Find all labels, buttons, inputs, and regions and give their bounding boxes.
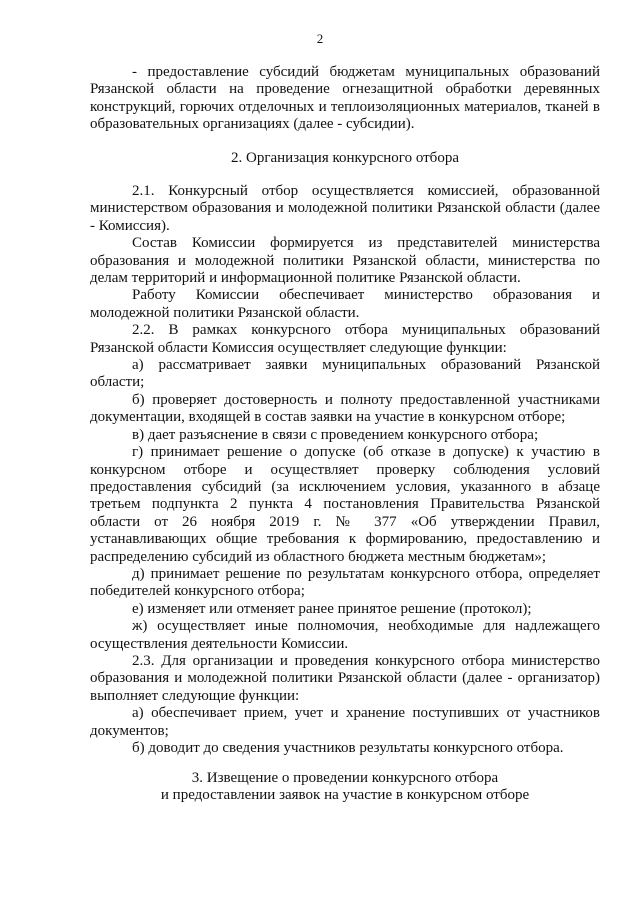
paragraph-commission-composition: Состав Комиссии формируется из представителей министерства образования и молодежной политики Рязанской области, министерства по делам территорий и информационной политике Рязанской области. (90, 235, 600, 287)
organizer-item-b: б) доводит до сведения участников результаты конкурсного отбора. (132, 740, 564, 756)
list-item-b: б) проверяет достоверность и полноту предоставленной участниками документации, входящей в состав заявки на участие в конкурсном отборе; (90, 391, 600, 426)
intro-paragraph-block (90, 64, 600, 134)
list-item-g: г) принимает решение о допуске (об отказе в допуске) к участию в конкурсном отборе и осуществляет проверку соблюдения условий предоставления субсидий (за исключением условия, указанного в абзаце третьем подпункта 2 пункта 4 постановления Правительства Рязанской области от 26 ноября 2019 г. № 377 «Об утверждении Правил, устанавливающих общие требования к формированию, предоставлению и распределению субсидий из областного бюджета местным бюджетам»; (90, 444, 600, 565)
section-3-title-line-1: 3. Извещение о проведении конкурсного отбора (191, 770, 499, 786)
section-2-title: 2. Организация конкурсного отбора (231, 150, 459, 166)
paragraph-2-3: 2.3. Для организации и проведения конкурсного отбора министерство образования и молодежной политики Рязанской области (далее - организатор) выполняет следующие функции: (90, 652, 600, 704)
section-3-title-line-2: и предоставлении заявок на участие в конкурсном отборе (160, 787, 530, 804)
organizer-item-a: а) обеспечивает прием, учет и хранение поступивших от участников документов; (90, 705, 600, 739)
intro-paragraph: - предоставление субсидий бюджетам муниципальных образований Рязанской области на проведение огнезащитной обработки деревянных конструкций, горючих отделочных и теплоизоляционных материалов, тканей в образовательных организациях (далее - субсидии). (90, 64, 600, 133)
list-item-zh: ж) осуществляет иные полномочия, необходимые для надлежащего осуществления деятельности Комиссии. (90, 618, 600, 652)
section-3-title (90, 770, 600, 805)
page-number: 2 (316, 31, 324, 46)
list-item-a: а) рассматривает заявки муниципальных образований Рязанской области; (90, 357, 600, 391)
paragraph-2-2: 2.2. В рамках конкурсного отбора муниципальных образований Рязанской области Комиссия осуществляет следующие функции: (90, 322, 600, 356)
list-item-v: в) дает разъяснение в связи с проведением конкурсного отбора; (132, 426, 539, 443)
section-2-body (90, 183, 600, 757)
paragraph-commission-work: Работу Комиссии обеспечивает министерство образования и молодежной политики Рязанской области. (90, 287, 600, 321)
paragraph-2-1: 2.1. Конкурсный отбор осуществляется комиссией, образованной министерством образования и молодежной политики Рязанской области (далее - Комиссия). (90, 183, 600, 234)
list-item-d: д) принимает решение по результатам конкурсного отбора, определяет победителей конкурсного отбора; (90, 565, 600, 600)
list-item-e: е) изменяет или отменяет ранее принятое решение (протокол); (132, 600, 532, 617)
